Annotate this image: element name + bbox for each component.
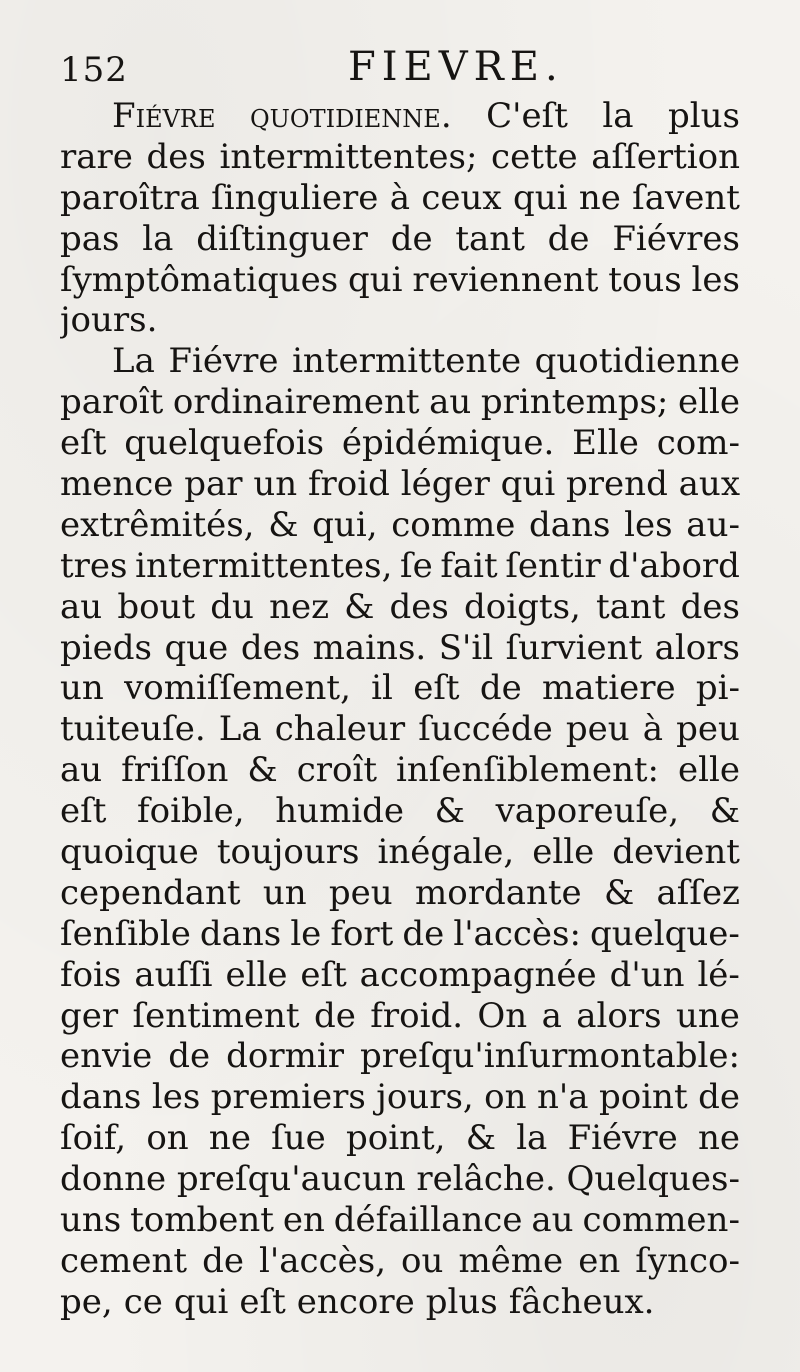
word: ſuccéde	[418, 709, 553, 750]
word: &	[603, 872, 635, 913]
word: de	[402, 913, 445, 954]
word: tuiteuſe.	[60, 709, 206, 750]
word: Fiévre	[567, 1118, 678, 1159]
word: ce	[123, 1281, 163, 1322]
word: ne	[208, 1118, 251, 1159]
word: ſue	[271, 1118, 326, 1159]
word: com-	[656, 423, 740, 464]
text-line	[60, 750, 740, 791]
word: à	[389, 177, 411, 218]
word: ſavent	[632, 177, 740, 218]
page-number: 152	[60, 50, 128, 90]
word: du	[210, 586, 254, 627]
word: au	[429, 382, 472, 423]
text-line	[60, 260, 740, 301]
text-line	[60, 1118, 740, 1159]
word: froid.	[370, 995, 464, 1036]
text-line	[60, 219, 740, 260]
word: les	[624, 504, 673, 545]
word: On	[477, 995, 528, 1036]
word: de	[390, 218, 433, 259]
word: la	[516, 1118, 548, 1159]
word: ger	[60, 995, 119, 1036]
word: chaleur	[274, 709, 406, 750]
text-line	[60, 1036, 740, 1077]
word: fois	[60, 954, 122, 995]
word: léger	[400, 464, 490, 505]
word: ſurvient	[505, 627, 643, 668]
word: quotidienne	[534, 341, 740, 382]
word: commen-	[582, 1200, 740, 1241]
body-text	[60, 96, 740, 1323]
text-line	[60, 914, 740, 955]
text-line	[60, 955, 740, 996]
word: peu	[676, 709, 740, 750]
word: un	[60, 668, 104, 709]
word: paroîtra	[60, 177, 200, 218]
word: de	[547, 218, 590, 259]
word: Fiévre	[168, 341, 279, 382]
word: eſt	[239, 1281, 286, 1322]
word: qui	[512, 177, 568, 218]
word: prend	[566, 464, 668, 505]
word: preſqu'aucun	[176, 1159, 406, 1200]
word: les	[691, 259, 740, 300]
text-line	[60, 300, 740, 341]
text-line	[60, 546, 740, 587]
word: tant	[455, 218, 525, 259]
word: par	[184, 464, 243, 505]
word: eſt	[60, 791, 107, 832]
word: tombent	[130, 1200, 274, 1241]
word: ſinguliere	[211, 177, 379, 218]
word: premiers	[210, 1077, 366, 1118]
word: qui	[500, 464, 556, 505]
word: on	[146, 1118, 189, 1159]
word: au	[60, 586, 103, 627]
word: cette	[491, 136, 578, 177]
word: jours,	[376, 1077, 474, 1118]
text-line	[60, 832, 740, 873]
word: rare	[60, 136, 133, 177]
word: ſoif,	[60, 1118, 127, 1159]
word: tres	[60, 545, 128, 586]
word: des	[389, 586, 449, 627]
word: &	[268, 504, 299, 545]
word: il	[371, 668, 393, 709]
word: C'eſt	[486, 96, 568, 136]
word: paroît	[60, 382, 164, 423]
word: qui	[348, 259, 403, 300]
word: foible,	[137, 791, 245, 832]
word: elle	[677, 750, 740, 791]
word: quelquefois	[124, 423, 325, 464]
word: que	[164, 627, 229, 668]
word: au-	[686, 504, 740, 545]
word: ſentiment	[132, 995, 300, 1036]
word: pe,	[60, 1281, 113, 1322]
word: nez	[269, 586, 329, 627]
word: mains.	[312, 627, 427, 668]
word: inégale,	[377, 832, 515, 873]
word: eſt	[60, 423, 107, 464]
word: en	[578, 1240, 621, 1281]
word: aſſertion	[591, 136, 740, 177]
word: extrêmités,	[60, 504, 255, 545]
word: au	[60, 750, 103, 791]
word: des	[146, 136, 206, 177]
text-line	[60, 341, 740, 382]
word: ſe	[400, 545, 433, 586]
word: des	[680, 586, 740, 627]
word: froid	[307, 464, 390, 505]
text-line	[60, 1159, 740, 1200]
word: dans	[60, 1077, 142, 1118]
word: dormir	[226, 1036, 344, 1077]
word: Quelques-	[566, 1159, 740, 1200]
word: quelque-	[589, 913, 740, 954]
running-title: FIEVRE.	[348, 44, 564, 90]
text-line	[60, 1241, 740, 1282]
word: de	[202, 1240, 245, 1281]
word: toujours	[216, 832, 360, 873]
word: croît	[296, 750, 377, 791]
word: cependant	[60, 872, 241, 913]
word: printemps;	[480, 382, 669, 423]
word: &	[465, 1118, 496, 1159]
text-line	[60, 587, 740, 628]
text-line	[60, 668, 740, 709]
word: S'il	[438, 627, 494, 668]
text-line	[60, 873, 740, 914]
word: pieds	[60, 627, 152, 668]
word: intermittentes,	[135, 545, 393, 586]
word: la	[142, 218, 174, 259]
word: encore	[296, 1281, 415, 1322]
word: aux	[678, 464, 740, 505]
word: n'a	[536, 1077, 589, 1118]
word: vomiſſement,	[124, 668, 351, 709]
word: d'abord	[608, 545, 740, 586]
text-line	[60, 1282, 740, 1323]
word: ou	[401, 1240, 444, 1281]
word: tant	[595, 586, 666, 627]
word: accompagnée	[359, 954, 597, 995]
word: une	[675, 995, 740, 1036]
word: donne	[60, 1159, 167, 1200]
word: fâcheux.	[508, 1281, 655, 1322]
word: pas	[60, 218, 120, 259]
word: point,	[346, 1118, 446, 1159]
word: l'accès:	[453, 913, 581, 954]
word: &	[344, 586, 375, 627]
word: La	[112, 341, 155, 382]
text-line	[60, 96, 740, 137]
word: comme	[391, 504, 516, 545]
word: devient	[612, 832, 740, 873]
word: ſentir	[505, 545, 601, 586]
word: alors	[576, 995, 662, 1036]
text-line	[60, 505, 740, 546]
word: inſenſiblement:	[396, 750, 659, 791]
word: envie	[60, 1036, 153, 1077]
word: peu	[565, 709, 630, 750]
word: point	[598, 1077, 688, 1118]
word: qui,	[312, 504, 378, 545]
word: dans	[199, 913, 282, 954]
text-line	[60, 382, 740, 423]
word: intermittente	[292, 341, 522, 382]
word: relâche.	[416, 1159, 556, 1200]
word: eſt	[413, 668, 460, 709]
word: vaporeuſe,	[495, 791, 680, 832]
text-line	[60, 709, 740, 750]
word: alors	[654, 627, 740, 668]
word: défaillance	[333, 1200, 523, 1241]
word: jours.	[60, 300, 158, 341]
word: l'accès,	[259, 1240, 386, 1281]
word: dans	[529, 504, 611, 545]
text-line	[60, 423, 740, 464]
word: au	[531, 1200, 574, 1241]
word: aſſez	[656, 872, 740, 913]
word: de	[313, 995, 356, 1036]
word: diſtinguer	[196, 218, 368, 259]
word: &	[709, 791, 740, 832]
word: ſynco-	[635, 1240, 740, 1281]
text-line	[60, 178, 740, 219]
word: un	[253, 464, 298, 505]
text-line	[60, 137, 740, 178]
text-line	[60, 791, 740, 832]
paragraph-fievre-quotidienne	[60, 96, 740, 341]
word: ne	[697, 1118, 740, 1159]
word: plus	[667, 96, 740, 136]
word: à	[642, 709, 664, 750]
word: Fiévre	[112, 96, 216, 136]
word: matiere	[542, 668, 676, 709]
word: &	[434, 791, 465, 832]
word: mordante	[414, 872, 582, 913]
word: ceux	[421, 177, 502, 218]
word: peu	[328, 872, 393, 913]
word: uns	[60, 1200, 122, 1241]
word: d'un	[609, 954, 685, 995]
word: &	[247, 750, 278, 791]
word: les	[151, 1077, 201, 1118]
word: La	[218, 709, 262, 750]
word: plus	[425, 1281, 498, 1322]
word: humide	[275, 791, 404, 832]
word: reviennent	[412, 259, 599, 300]
word: ſenſible	[60, 913, 191, 954]
word: ordinairement	[172, 382, 420, 423]
word: bout	[117, 586, 196, 627]
word: intermittentes;	[219, 136, 478, 177]
text-line	[60, 1077, 740, 1118]
word: lé-	[697, 954, 740, 995]
word: des	[240, 627, 301, 668]
word: cement	[60, 1240, 188, 1281]
word: même	[458, 1240, 564, 1281]
word: en	[282, 1200, 325, 1241]
word: fort	[330, 913, 394, 954]
word: on	[484, 1077, 527, 1118]
word: épidémique.	[341, 423, 555, 464]
word: le	[290, 913, 322, 954]
word: fait	[440, 545, 498, 586]
word: la	[602, 96, 634, 136]
word: ſymptômatiques	[60, 259, 339, 300]
word: elle	[532, 832, 595, 873]
word: auſſi	[134, 954, 213, 995]
word: Elle	[572, 423, 639, 464]
word: Fiévres	[612, 218, 740, 259]
word: ne	[578, 177, 621, 218]
word: de	[698, 1077, 740, 1118]
word: elle	[225, 954, 288, 995]
text-line	[60, 1200, 740, 1241]
word: a	[541, 995, 562, 1036]
word: tous	[608, 259, 682, 300]
word: eſt	[300, 954, 347, 995]
running-head	[60, 44, 740, 94]
word: de	[168, 1036, 211, 1077]
word: friſſon	[121, 750, 229, 791]
word: elle	[677, 382, 740, 423]
text-line	[60, 996, 740, 1037]
word: de	[479, 668, 522, 709]
word: doigts,	[464, 586, 581, 627]
word: preſqu'inſurmontable:	[359, 1036, 740, 1077]
text-line	[60, 464, 740, 505]
word: qui	[173, 1281, 229, 1322]
text-line	[60, 628, 740, 669]
paragraph-description	[60, 341, 740, 1322]
word: quoique	[60, 832, 199, 873]
word: un	[262, 872, 307, 913]
word: quotidienne.	[250, 96, 452, 136]
word: pi-	[695, 668, 740, 709]
word: mence	[60, 464, 174, 505]
